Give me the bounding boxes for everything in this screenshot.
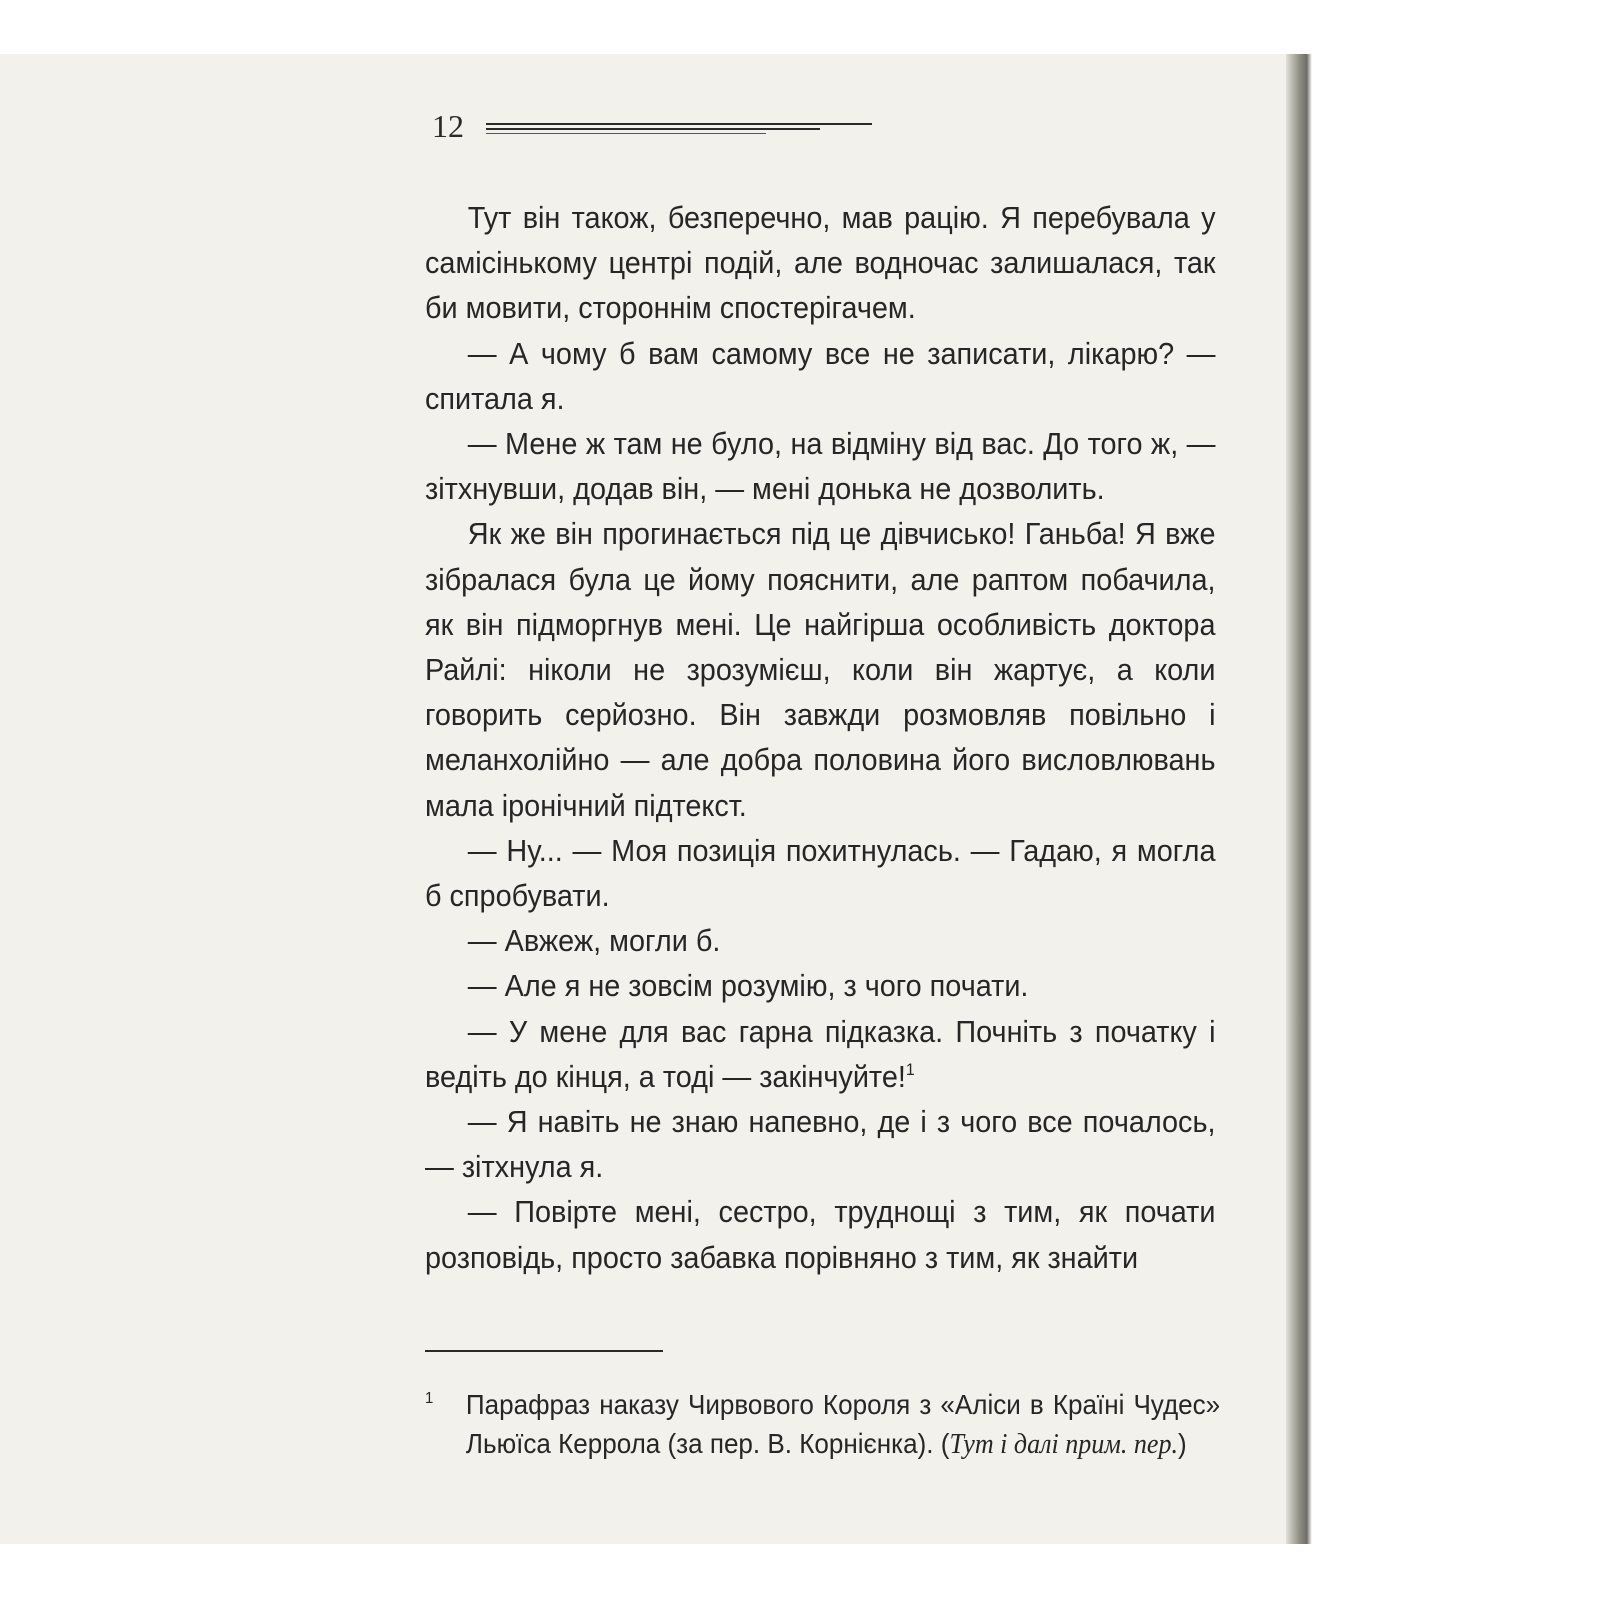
paragraph: — Але я не зовсім розумію, з чого почати. bbox=[467, 968, 1029, 1004]
paragraph: Тут він також, безперечно, мав рацію. Я перебувала у самісінькому центрі подій, але водночас залишалася, так би мовити, стороннім спостерігачем. bbox=[425, 200, 1216, 326]
paragraph: Як же він прогинається під це дівчисько! Ганьба! Я вже зібралася була це йому пояснити, але раптом побачила, як він підморгнув мені. Це найгірша особливість доктора Райлі: ніколи не зрозумієш, коли він жартує, а коли говорить серйозно. Він завжди розмовляв повільно і меланхолійно — але добра половина його висловлювань мала іронічний підтекст. bbox=[425, 516, 1216, 823]
header-rule bbox=[486, 128, 820, 130]
footnote-close: ) bbox=[1178, 1428, 1187, 1459]
footnote bbox=[425, 1385, 1220, 1464]
paragraph: — А чому б вам самому все не записати, лікарю? — спитала я. bbox=[425, 335, 1216, 416]
footnote-body: Парафраз наказу Чирвового Короля з «Аліси в Країні Чудес» Льюїса Керрола (за пер. В. Корнієнка). ( bbox=[465, 1389, 1221, 1459]
footnote-mark: 1 bbox=[425, 1390, 434, 1407]
body-text bbox=[425, 195, 1216, 1280]
paragraph: — Мене ж там не було, на відміну від вас. До того ж, — зітхнувши, додав він, — мені донька не дозволить. bbox=[425, 426, 1216, 507]
page-header bbox=[432, 106, 892, 150]
header-rule bbox=[486, 123, 872, 125]
paragraph bbox=[425, 1009, 1216, 1099]
page-number: 12 bbox=[432, 108, 464, 144]
paragraph: — Ну... — Моя позиція похитнулась. — Гадаю, я могла б спробувати. bbox=[425, 832, 1216, 914]
book-spine-shadow bbox=[1286, 54, 1312, 1544]
footnote-reference[interactable]: 1 bbox=[905, 1059, 915, 1079]
header-rule bbox=[486, 133, 766, 134]
paragraph-text: — У мене для вас гарна підказка. Почніть з початку і ведіть до кінця, а тоді — закінчуйте! bbox=[425, 1013, 1216, 1094]
footnote-text bbox=[466, 1385, 1220, 1464]
paragraph: — Авжеж, могли б. bbox=[467, 923, 721, 959]
paragraph: — Я навіть не знаю напевно, де і з чого все почалось, — зітхнула я. bbox=[425, 1104, 1216, 1185]
paragraph: — Повірте мені, сестро, труднощі з тим, як почати розповідь, просто забавка порівняно з тим, як знайти bbox=[425, 1194, 1216, 1275]
footnote-italic-note: Тут і далі прим. пер. bbox=[949, 1429, 1179, 1460]
footnote-separator bbox=[425, 1350, 663, 1352]
